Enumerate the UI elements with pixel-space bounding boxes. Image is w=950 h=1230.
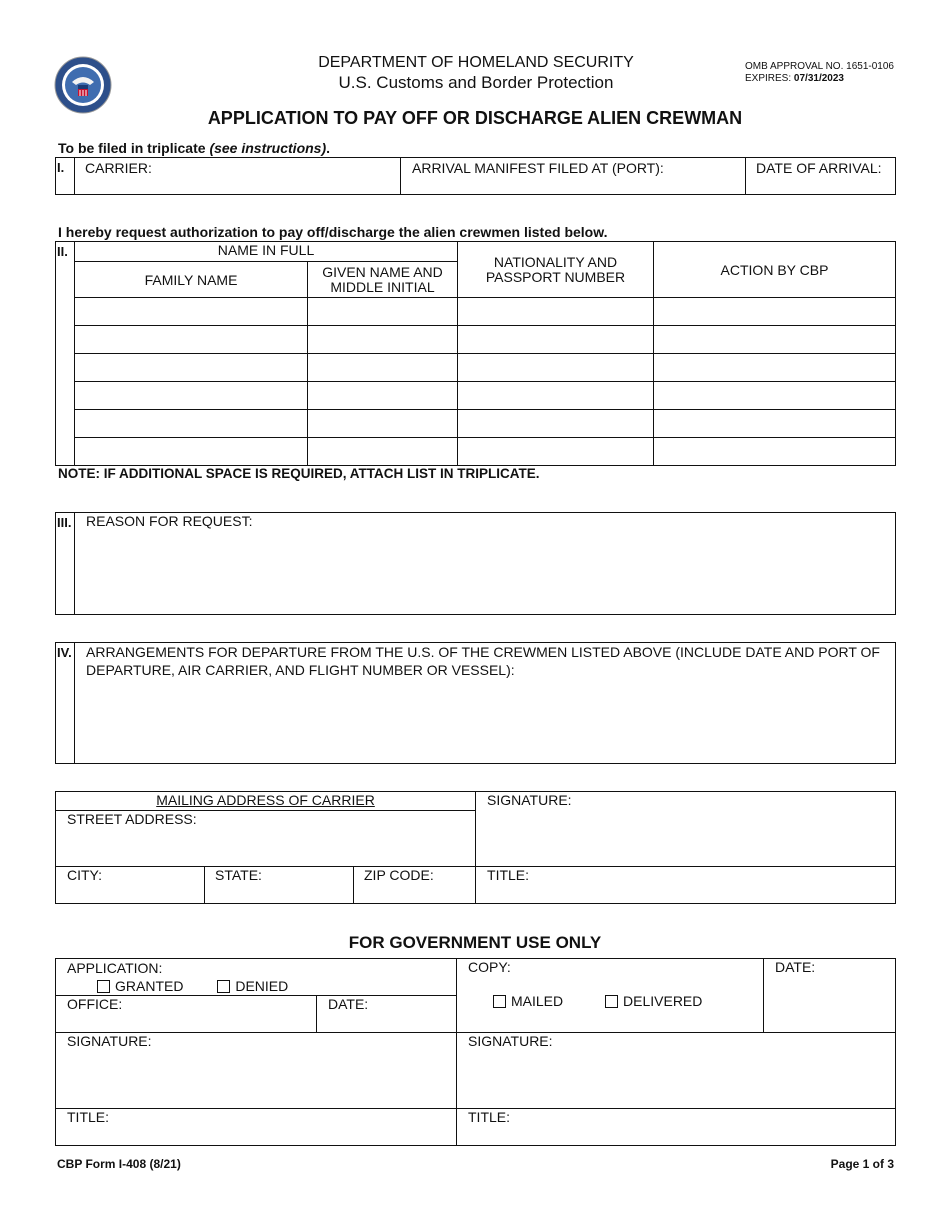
office-date-label: DATE: bbox=[328, 996, 369, 1012]
table-row bbox=[56, 382, 896, 410]
family-name-cell[interactable] bbox=[75, 410, 308, 438]
government-signature-right-label: SIGNATURE: bbox=[468, 1033, 553, 1049]
table-row bbox=[56, 298, 896, 326]
dhs-seal-logo bbox=[54, 56, 112, 114]
zip-code-field[interactable] bbox=[354, 867, 476, 904]
departure-arrangements-label: ARRANGEMENTS FOR DEPARTURE FROM THE U.S. OF THE CREWMEN LISTED ABOVE (INCLUDE DATE AND PORT OF DEPARTURE, AIR CARRIER, AND FLIGHT NUMBER OR VESSEL): bbox=[86, 644, 880, 678]
table-row bbox=[56, 326, 896, 354]
granted-checkbox[interactable] bbox=[97, 980, 110, 993]
action-cell bbox=[654, 438, 896, 466]
crewmen-table bbox=[55, 241, 896, 466]
delivered-label: DELIVERED bbox=[623, 993, 703, 1009]
office-label: OFFICE: bbox=[67, 996, 123, 1012]
form-title: APPLICATION TO PAY OFF OR DISCHARGE ALIEN CREWMAN bbox=[207, 108, 743, 128]
given-name-header-line2: MIDDLE INITIAL bbox=[330, 278, 435, 295]
action-cell bbox=[654, 326, 896, 354]
government-title-left-field[interactable] bbox=[56, 1109, 457, 1146]
street-address-label: STREET ADDRESS: bbox=[67, 811, 197, 827]
agency-name: U.S. Customs and Border Protection bbox=[338, 73, 614, 92]
action-by-cbp-header: ACTION BY CBP bbox=[654, 242, 896, 298]
given-name-cell[interactable] bbox=[308, 410, 458, 438]
nationality-cell[interactable] bbox=[458, 326, 654, 354]
nationality-cell[interactable] bbox=[458, 298, 654, 326]
action-cell bbox=[654, 354, 896, 382]
filing-note-period: . bbox=[326, 140, 331, 156]
section-3-table bbox=[55, 512, 896, 615]
government-signature-left-field[interactable] bbox=[56, 1033, 457, 1109]
expires-label: EXPIRES: bbox=[745, 73, 792, 84]
given-name-header-line1: GIVEN NAME AND bbox=[322, 263, 443, 280]
copy-date-field[interactable] bbox=[764, 959, 896, 1033]
arrival-manifest-field[interactable] bbox=[401, 158, 746, 195]
expires-date: 07/31/2023 bbox=[793, 73, 844, 84]
mailed-label: MAILED bbox=[511, 993, 564, 1009]
table-row bbox=[56, 410, 896, 438]
filing-note bbox=[58, 140, 330, 156]
name-in-full-header: NAME IN FULL bbox=[75, 242, 458, 262]
additional-space-note: NOTE: IF ADDITIONAL SPACE IS REQUIRED, ATTACH LIST IN TRIPLICATE. bbox=[58, 466, 540, 481]
family-name-header: FAMILY NAME bbox=[75, 262, 308, 298]
nationality-header-line1: NATIONALITY AND bbox=[493, 253, 618, 270]
given-name-cell[interactable] bbox=[308, 298, 458, 326]
state-label: STATE: bbox=[215, 867, 262, 883]
mailed-checkbox[interactable] bbox=[493, 995, 506, 1008]
government-use-heading: FOR GOVERNMENT USE ONLY bbox=[348, 933, 602, 952]
city-label: CITY: bbox=[67, 867, 103, 883]
section-4-number: IV. bbox=[56, 643, 75, 764]
section-3-number: III. bbox=[56, 513, 75, 615]
family-name-cell[interactable] bbox=[75, 326, 308, 354]
action-cell bbox=[654, 298, 896, 326]
given-name-cell[interactable] bbox=[308, 354, 458, 382]
government-use-table bbox=[55, 958, 896, 1146]
date-of-arrival-field[interactable] bbox=[746, 158, 896, 195]
section-1-number: I. bbox=[56, 158, 75, 195]
application-label: APPLICATION: bbox=[67, 960, 163, 976]
given-name-header bbox=[308, 262, 458, 298]
omb-number: OMB APPROVAL NO. 1651-0106 bbox=[745, 61, 894, 72]
form-id: CBP Form I-408 (8/21) bbox=[57, 1157, 181, 1171]
zip-code-label: ZIP CODE: bbox=[364, 867, 434, 883]
office-field[interactable] bbox=[56, 996, 317, 1033]
nationality-cell[interactable] bbox=[458, 438, 654, 466]
reason-for-request-field[interactable] bbox=[75, 513, 896, 615]
nationality-cell[interactable] bbox=[458, 410, 654, 438]
filing-note-text: To be filed in triplicate bbox=[58, 140, 210, 156]
arrival-manifest-label: ARRIVAL MANIFEST FILED AT (PORT): bbox=[412, 160, 664, 176]
denied-checkbox[interactable] bbox=[217, 980, 230, 993]
given-name-cell[interactable] bbox=[308, 326, 458, 354]
given-name-cell[interactable] bbox=[308, 438, 458, 466]
government-signature-right-field[interactable] bbox=[457, 1033, 896, 1109]
action-cell bbox=[654, 410, 896, 438]
department-name: DEPARTMENT OF HOMELAND SECURITY bbox=[318, 54, 634, 71]
government-title-right-label: TITLE: bbox=[468, 1109, 511, 1125]
copy-date-label: DATE: bbox=[775, 959, 816, 975]
granted-label: GRANTED bbox=[115, 978, 184, 994]
table-row bbox=[56, 354, 896, 382]
delivered-checkbox[interactable] bbox=[605, 995, 618, 1008]
carrier-address-table bbox=[55, 791, 896, 904]
office-date-field[interactable] bbox=[317, 996, 457, 1033]
nationality-header-line2: PASSPORT NUMBER bbox=[485, 268, 626, 285]
family-name-cell[interactable] bbox=[75, 298, 308, 326]
denied-label: DENIED bbox=[235, 978, 289, 994]
state-field[interactable] bbox=[205, 867, 354, 904]
table-row bbox=[56, 438, 896, 466]
street-address-field[interactable] bbox=[56, 792, 476, 867]
family-name-cell[interactable] bbox=[75, 354, 308, 382]
carrier-field[interactable] bbox=[75, 158, 401, 195]
mailing-address-title: MAILING ADDRESS OF CARRIER bbox=[56, 792, 475, 811]
section-1-table bbox=[55, 157, 896, 195]
request-statement: I hereby request authorization to pay off/discharge the alien crewmen listed below. bbox=[58, 224, 608, 240]
carrier-label: CARRIER: bbox=[85, 160, 152, 176]
given-name-cell[interactable] bbox=[308, 382, 458, 410]
family-name-cell[interactable] bbox=[75, 382, 308, 410]
government-signature-left-label: SIGNATURE: bbox=[67, 1033, 152, 1049]
action-cell bbox=[654, 382, 896, 410]
application-field bbox=[56, 959, 457, 996]
family-name-cell[interactable] bbox=[75, 438, 308, 466]
government-title-left-label: TITLE: bbox=[67, 1109, 110, 1125]
omb-approval bbox=[745, 61, 894, 85]
copy-label: COPY: bbox=[468, 959, 511, 975]
page-number: Page 1 of 3 bbox=[830, 1157, 894, 1171]
carrier-title-label: TITLE: bbox=[487, 867, 530, 883]
copy-field bbox=[457, 959, 764, 1033]
government-title-right-field[interactable] bbox=[457, 1109, 896, 1146]
nationality-header bbox=[458, 242, 654, 298]
filing-note-instructions: (see instructions) bbox=[209, 140, 327, 156]
section-2-number: II. bbox=[56, 242, 75, 466]
carrier-signature-field[interactable] bbox=[476, 792, 896, 867]
city-field[interactable] bbox=[56, 867, 205, 904]
nationality-cell[interactable] bbox=[458, 382, 654, 410]
departure-arrangements-field[interactable] bbox=[75, 643, 896, 764]
section-4-table bbox=[55, 642, 896, 764]
carrier-title-field[interactable] bbox=[476, 867, 896, 904]
reason-for-request-label: REASON FOR REQUEST: bbox=[86, 513, 253, 529]
carrier-signature-label: SIGNATURE: bbox=[487, 792, 572, 808]
date-of-arrival-label: DATE OF ARRIVAL: bbox=[756, 160, 882, 176]
nationality-cell[interactable] bbox=[458, 354, 654, 382]
